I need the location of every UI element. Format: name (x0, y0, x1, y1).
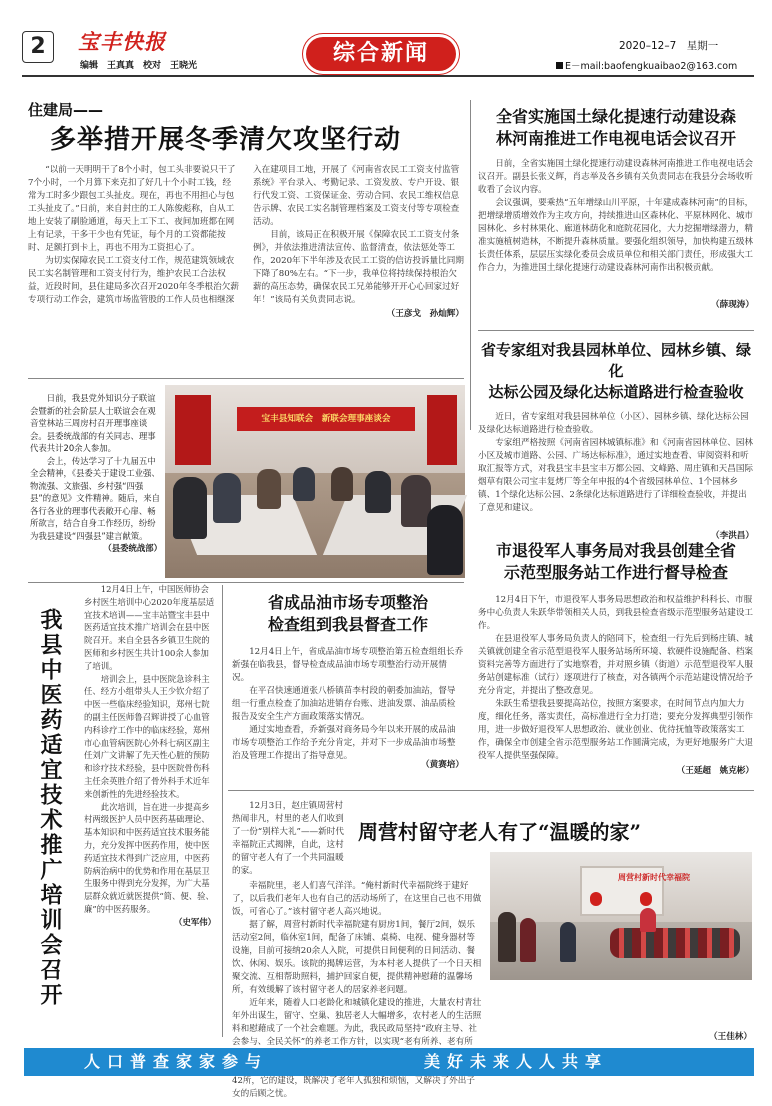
column-divider (470, 100, 471, 430)
paragraph: 在平召快速通道张八桥镇苗李村段的朝委加油站，督导组一行重点检查了加油站进销存台账、进油发票、油品质检报告及安全生产方面政策落实情况。 (232, 686, 456, 722)
article-title: 周营村留守老人有了“温暖的家” (358, 820, 642, 844)
article-veterans-inspection (478, 540, 754, 776)
byline: （王佳林） (705, 1030, 752, 1042)
column-divider (222, 585, 223, 1037)
article-title: 我县中医药适宜技术推广培训会召开 (37, 608, 63, 1008)
paragraph: 目前，该局正在积极开展《保障农民工工资支付条例》，并依法推进清法宣传、监督清查，依法惩处等工作，2020年下半年涉及农民工工资的信访投诉量比同期下降了80%左右。“下一步，我单位将持续保持根治欠薪的高压态势，确保农民工兄弟能够开开心心回家过好年！”该局有关负责同志说。 (253, 230, 464, 305)
meeting-banner: 宝丰县知联会 新联会理事座谈会 (237, 407, 415, 431)
article-elderly-home-body (232, 880, 482, 1099)
paragraph: 专家组严格按照《河南省园林城镇标准》和《河南省园林单位、园林小区及城市道路、公园、广场达标标准》，通过实地查看、审阅资料和听取汇报等方式，对我县宝丰县宝丰万都公园、文峰路、周庄镇和天昌国际烟草有限公司宝丰复烤厂等全年申报的4个省级园林单位、1个园林乡镇、1个绿化达标公园、2条绿化达标道路进行了详细检查验收，并提出了意见和建议。 (478, 438, 754, 513)
paragraph: 会议强调，要乘热“五年增绿山川平原，十年建成森林河南”的目标，把增绿增质增效作为主攻方向，持续推进山区森林化、平原林网化、城市园林化、乡村林果化、廊道林荫化和庭院花园化，大力挖掘增绿潜力，精准实施植树造林，不断提升森林质量。要强化组织领导，加快构建五级林长责任体系，层层压实绿化委员会成员单位和相关部门责任，形成强大工作合力，为推进国土绿化提速行动建设森林河南作出积极贡献。 (478, 198, 754, 273)
editor-line: 编辑 王真真 校对 王晓光 (80, 61, 198, 71)
paragraph: 近年来，随着人口老龄化和城镇化建设的推进，大量农村青壮年外出谋生，留守、空巢、独居老人大幅增多，农村老人的生活照料和慰藉成了一个社会难题。为此，我民政局坚持“政府主导、社会参与、全民关怀”的养老工作方针，以实现“老有所养、老有所 42所，它的建设，既解决了老年人孤独和烦恼，又解决了外出子女的后顾之忧。 (232, 998, 482, 1099)
byline: （薛现涛） (711, 300, 754, 310)
article-body (478, 411, 754, 529)
article-tcm-training-title (30, 608, 70, 1038)
article-fuel-market (232, 592, 464, 770)
article-housing-bureau (28, 100, 464, 370)
page-number: 2 (30, 34, 46, 59)
horizontal-divider (228, 790, 754, 791)
article-tcm-training (84, 583, 216, 1038)
article-greening-conference (478, 106, 754, 310)
article-title: 省成品油市场专项整治 检查组到我县督查工作 (267, 593, 428, 634)
article-elderly-home-intro (232, 800, 350, 878)
caption-byline: （县委统战部） (103, 543, 162, 553)
paragraph: 12月4日上午，省成品油市场专项整治第五检查组组长乔新强在临我县，督导检查成品油市场专项整治行动开展情况。 (232, 647, 464, 683)
elderly-home-photo (490, 852, 752, 980)
article-body (478, 594, 754, 764)
paragraph: 培训会上，县中医院急诊科主任、经方小组带头人王少钦介绍了中医一些临床经验知识，郑州七院的副主任医师鲁召辉讲授了心血管内科诊疗工作中的临床经验，郑州市心血管病医院心外科七病区副主任刘广文讲解了先天性心脏的预防和诊疗技术经验，县中医院骨伤科主任余英胜介绍了骨外科手术近年来创新性的先进经验技术。 (84, 673, 210, 799)
elderly-home-sign: 周营村新时代幸福院 (618, 873, 690, 882)
email-line: E－mail:baofengkuaibao2@163.com (556, 58, 737, 72)
article-title: 多举措开展冬季清欠攻坚行动 (50, 125, 402, 155)
article-title: 全省实施国土绿化提速行动建设森 林河南推进工作电视电话会议召开 (495, 107, 736, 148)
section-title: 综合新闻 (332, 41, 429, 66)
horizontal-divider (28, 378, 464, 379)
paragraph: 在县退役军人事务局负责人的陪同下，检查组一行先后到杨庄镇、城关镇就创建全省示范型退役军人服务站场所环境、软硬件设施配备、档案资料完善等方面进行了实地察看，并对照乡镇（街道）示范型退役军人服务站创建标准（试行）逐项进行了核查，对各镇两个示范站建设情况给予充分肯定，并提出了整改意见。 (478, 634, 754, 696)
byline: （李洪昌） (711, 531, 754, 541)
article-title: 市退役军人事务局对我县创建全省 示范型服务站工作进行督导检查 (495, 541, 736, 582)
square-bullet-icon (556, 62, 563, 69)
paragraph: “以前一天明明干了8个小时，包工头非要说只干了7个小时，一个月算下来克扣了好几十个小时工钱，经常为工时多少跟包工头扯皮。现在，再也不用担心与包工头扯皮了。”日前，来自封庄的工人陈俊彪称，自从工地上安装了刷脸通道，每天上工下工、夜间加班都在网上有记录，干多干少也有凭证，每个月的工资都能按时、足额打到卡上，再也不用为工资担心了。 (28, 165, 236, 253)
article-body (28, 164, 464, 372)
page-number-box (22, 31, 54, 63)
article-body (478, 158, 754, 298)
article-kicker: 住建局—— (28, 101, 104, 119)
section-banner (303, 34, 459, 74)
byline: （王彦戈 孙灿辉） (386, 309, 464, 319)
photo-caption-united-front (30, 392, 162, 572)
paragraph: 通过实地查看，乔新强对商务局今年以来开展的成品油市场专项整治工作给予充分肯定，并对下一步成品油市场整治及管理工作提出了指导意见。 (232, 725, 456, 761)
footer-slogan-banner (24, 1048, 754, 1076)
issue-date: 2020–12–7 星期一 (619, 40, 719, 52)
paragraph: 12月4日上午，中国医师协会乡村医生培训中心2020年度基层适宜技术培训——宝丰站暨宝丰县中医药适宜技术推广培训会在县中医院召开。来自全县各乡镇卫生院的医师和乡村医生共计100余人参加了培训。 (84, 584, 215, 671)
paragraph: 据了解，周营村新时代幸福院建有厨房1间，餐厅2间，娱乐活动室2间，临休室1间，配备了床铺、桌椅、电视、健身器材等设施，目前可接纳20余人入院，可提供日间便利的日间活动、餐饮、休闲、娱乐。该院的揭牌运营，为本村老人提供了一个日天相聚交流、互相帮助照料，捕护回家自便，提供精神慰藉的温馨场所，有效缓解了该村留守老人的居家养老问题。 (232, 920, 482, 995)
paragraph: 为切实保障农民工工资支付工作，规范建筑领域农民工实名制管理和工资支付行为，维护农民工合法权益，近段时间，县住建局多次召开2020年冬季根治欠薪专项行动工作会，建筑市场监管股的工作人员也相继深入在建项目工地，开展了《河南省农民工工资支付监管系统》平台录入、考勤记录、工资发放、专户开设、银行代发工资、工资保证金、劳动合同、农民工维权信息告示牌、农民工实名制管理档案及工资支付等专项检查活动。 (28, 165, 460, 305)
newspaper-logo: 宝丰快报 (78, 29, 166, 54)
meeting-photo (165, 385, 465, 578)
paragraph: 此次培训，旨在进一步提高乡村两级医护人员中医药基础理论、基本知识和中医药适宜技术服务能力，充分发挥中医药作用，使中医药适宜技术得到广泛应用，中医药防病治病中的优势和作用在基层卫生服务中得到充分发挥，为广大基层群众就近就医提供“简、便、验、廉”的中医药服务。 (84, 801, 214, 914)
slogan-right: 美好未来人人共享 (424, 1052, 609, 1071)
byline: （王延超 姚克彬） (676, 766, 754, 776)
paragraph: 幸福院里，老人们喜气洋洋。“俺村新时代幸福院终于建好了，以后我们老年人也有自己的活动场所了，在这里自己也不用做饭，可省心了。”该村留守老人高兴地说。 (232, 881, 482, 917)
horizontal-divider (478, 330, 754, 331)
byline: （史军伟） (174, 916, 216, 927)
paragraph: 近日，省专家组对我县园林单位（小区）、园林乡镇、绿化达标公园及绿化达标道路进行检查验收。 (478, 412, 749, 435)
article-elderly-home-continued (490, 986, 752, 1042)
paragraph: 朱跃生希望我县要提高站位，按照方案要求，在时间节点内加大力度，细化任务，落实责任，高标准进行全力打造；要充分发挥典型引领作用，进一步做好退役军人思想政治、就业创业、优待抚恤等政策落实工作，确保全市创建全省示范型服务站工作圆满完成，为更好地服务广大退役军人提供坚强保障。 (478, 699, 754, 761)
caption-paragraph: 会上，传达学习了十九届五中全会精神，《县委关于建设工业强、物流强、文旅强、乡村强“四强县”的意见》文件精神。随后，来自各行各业的理事代表敞开心扉、畅所欲言，结合自身工作经历，纷纷为我县建设“四强县”建言献策。 (30, 455, 160, 541)
article-title: 省专家组对我县园林单位、园林乡镇、绿化 达标公园及绿化达标道路进行检查验收 (480, 341, 751, 401)
slogan-left: 人口普查家家参与 (84, 1052, 269, 1071)
masthead-rule (22, 75, 754, 77)
article-body (232, 646, 464, 761)
article-landscape-inspection (478, 340, 754, 541)
byline: （黄赛培） (421, 760, 464, 770)
paragraph: 12月3日，赵庄镇周营村热闹非凡，村里的老人们收到了一份“别样大礼”——新时代幸福院正式揭牌，自此，这村的留守老人有了一个共同温暖的家。 (232, 801, 344, 876)
paragraph: 12月4日下午，市退役军人事务局思想政治和权益维护科科长、市服务中心负责人朱跃华带领相关人员，到我县检查省级示范型服务站建设工作。 (478, 595, 754, 631)
paragraph: 日前，全省实施国土绿化提速行动建设森林河南推进工作电视电话会议召开。副县长张义辉，肖志举及各乡镇有关负责同志在我县分会场收听收看了会议内容。 (478, 159, 754, 195)
caption-paragraph: 日前，我县党外知识分子联谊会暨新的社会阶层人士联谊会在观音堂林站三周房村召开理事座谈会。县委统战部的有关同志、理事代表共计20余人参加。 (30, 393, 156, 453)
